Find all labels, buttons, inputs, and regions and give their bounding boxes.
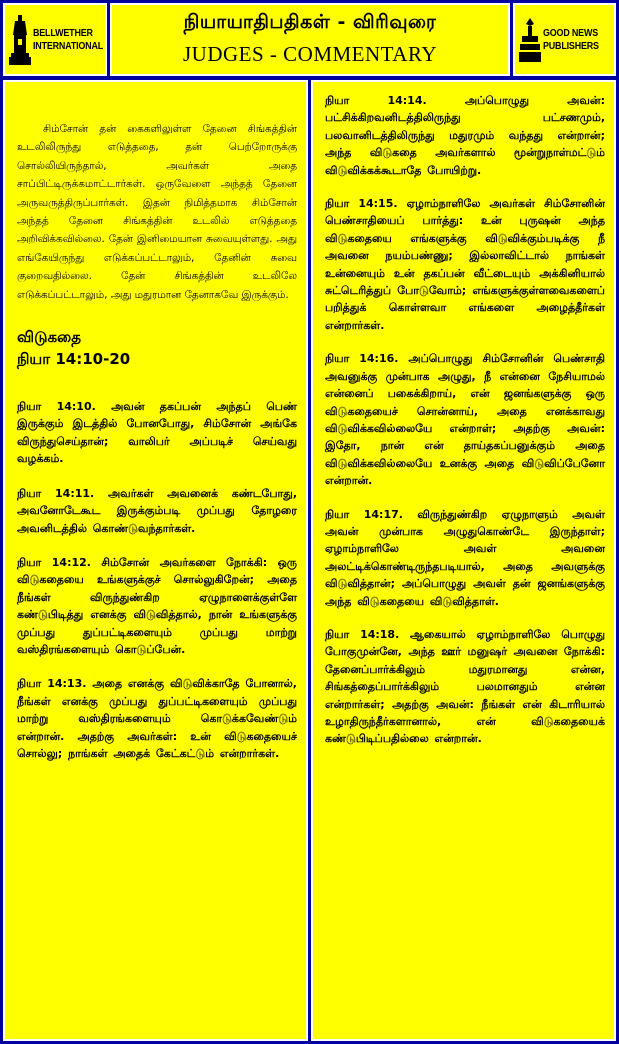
section-title: விடுகதை xyxy=(17,328,82,347)
verse-paragraph: நியா 14:12. சிம்சோன் அவர்களை நோக்கி: ஒரு விடுகதையை உங்களுக்குச் சொல்லுகிறேன்; அதை நீங்கள் விருந்துண்கிற ஏழுநாளைக்குள்ளே கண்டுபிடித்து எனக்கு விடுவித்தால், நான் உங்களுக்கு முப்பது துப்பட்டிகளையும் முப்பது மாற்று வஸ்திரங்களையும் கொடுப்பேன். xyxy=(17,555,297,656)
verse-paragraph: நியா 14:15. ஏழாம்நாளிலே அவர்கள் சிம்சோனின் பெண்சாதியைப் பார்த்து: உன் புருஷன் அந்த விடுகதையை எங்களுக்கு விடுவிக்கும்படிக்கு நீ அவனை நயம்பண்ணு; இல்லாவிட்டால் நாங்கள் உன்னையும் உன் தகப்பன் வீட்டையும் அக்கினியால் சுட்டெரித்துப் போடுவோம்; எங்களுக்குள்ளவைகளைப் பறித்துக் கொள்ளவா எங்களை அழைத்தீர்கள் என்றார்கள். xyxy=(325,197,605,332)
bellwether-logo xyxy=(3,3,107,76)
bellwether-logo-text: BELLWETHER INTERNATIONAL xyxy=(33,26,104,52)
verse-paragraph: நியா 14:13. அதை எனக்கு விடுவிக்காதே போனால், நீங்கள் எனக்கு முப்பது துப்பட்டிகளையும் முப்பது மாற்று வஸ்திரங்களையும் கொடுக்கவேண்டும் என்றான். அதற்கு அவர்கள்: உன் விடுகதையைச் சொல்லு; நாங்கள் அதைக் கேட்கட்டும் என்றார்கள். xyxy=(17,677,297,760)
verse-paragraph: நியா 14:11. அவர்கள் அவனைக் கண்டபோது, அவனோடேகூட இருக்கும்படி முப்பது தோழரை அவனிடத்தில் கொண்டுவந்தார்கள். xyxy=(17,486,297,535)
page-header xyxy=(110,3,510,76)
verse-paragraph: நியா 14:16. அப்பொழுது சிம்சோனின் பெண்சாதி அவனுக்கு முன்பாக அழுது, நீ என்னை நேசியாமல் என்னைப் பகைக்கிறாய், என் ஜனங்களுக்கு ஒரு விடுகதையைச் சொன்னாய், அதை எனக்காவது விடுவிக்கவில்லையே என்றாள்; அதற்கு அவன்: இதோ, நான் என் தாய்தகப்பனுக்கும் அதை விடுவிக்கவில்லையே உனக்கு அதை விடுவிப்பேனோ என்றான். xyxy=(325,352,605,488)
page-title-english: JUDGES - COMMENTARY xyxy=(182,42,437,66)
right-column xyxy=(311,80,616,1041)
left-column xyxy=(3,80,308,1041)
section-reference: நியா 14:10-20 xyxy=(17,350,131,369)
good-news-logo-text: GOOD NEWS PUBLISHERS xyxy=(543,26,599,52)
verse-paragraph: நியா 14:18. ஆகையால் ஏழாம்நாளிலே பொழுது போகுமுன்னே, அந்த ஊர் மனுஷர் அவனை நோக்கி: தேனைப்பார்க்கிலும் மதுரமானது என்ன, சிங்கத்தைப்பார்க்கிலும் பலமானதும் என்ன என்றார்கள்; அதற்கு அவன்: நீங்கள் என் கிடாரியால் உழாதிருந்தீர்களானால், என் விடுகதையைக் கண்டுபிடிப்பதில்லை என்றான். xyxy=(325,627,605,746)
good-news-logo xyxy=(513,3,616,76)
verse-paragraph: நியா 14:10. அவன் தகப்பன் அந்தப் பெண் இருக்கும் இடத்தில் போனபோது, சிம்சோன் அங்கே விருந்துசெய்தான்; வாலிபர் அப்படிச் செய்வது வழக்கம். xyxy=(17,400,297,466)
page-title-tamil: நியாயாதிபதிகள் - விரிவுரை xyxy=(183,11,437,33)
intro-paragraph: சிம்சோன் தன் கைகளிலுள்ள தேனை சிங்கத்தின் உடலிலிருந்து எடுத்ததை, தன் பெற்றோருக்கு சொல்லியிருந்தால், அவர்கள் அதை சாப்பிட்டிருக்கமாட்டார்கள். ஒருவேளை அந்தத் தேனை அருவருத்திருப்பார்கள். இதன் நிமித்தமாக சிம்சோன் அந்தத் தேனை சிங்கத்தின் உடலில் எடுத்ததை அறிவிக்கவில்லை. தேன் இனிமையான சுவையுள்ளது. அது எங்கேயிருந்து எடுக்கப்பட்டாலும், தேனின் சுவை குறைவதில்லை. தேன் சிங்கத்தின் உடலிலே எடுக்கப்பட்டாலும், அது மதுரமான தேனாகவே இருக்கும். xyxy=(17,123,297,301)
verse-paragraph: நியா 14:14. அப்பொழுது அவன்: பட்சிக்கிறவனிடத்திலிருந்து பட்சணமும், பலவானிடத்திலிருந்து மதுரமும் வந்தது என்றான்; அந்த விடுகதை அவர்களால் மூன்றுநாள்மட்டும் விடுவிக்கக்கூடாதே போயிற்று. xyxy=(325,94,605,177)
bell-tower-icon xyxy=(9,15,31,65)
verse-paragraph: நியா 14:17. விருந்துண்கிற ஏழுநாளும் அவள் அவன் முன்பாக அழுதுகொண்டே இருந்தாள்; ஏழாம்நாளிலே அவள் அவனை அலட்டிக்கொண்டிருந்தபடியால், அதை அவளுக்கு விடுவித்தான்; அப்பொழுது அவள் தன் ஜனங்களுக்கு அந்த விடுகதையை விடுவித்தாள். xyxy=(325,507,605,608)
book-stack-icon xyxy=(519,16,541,64)
